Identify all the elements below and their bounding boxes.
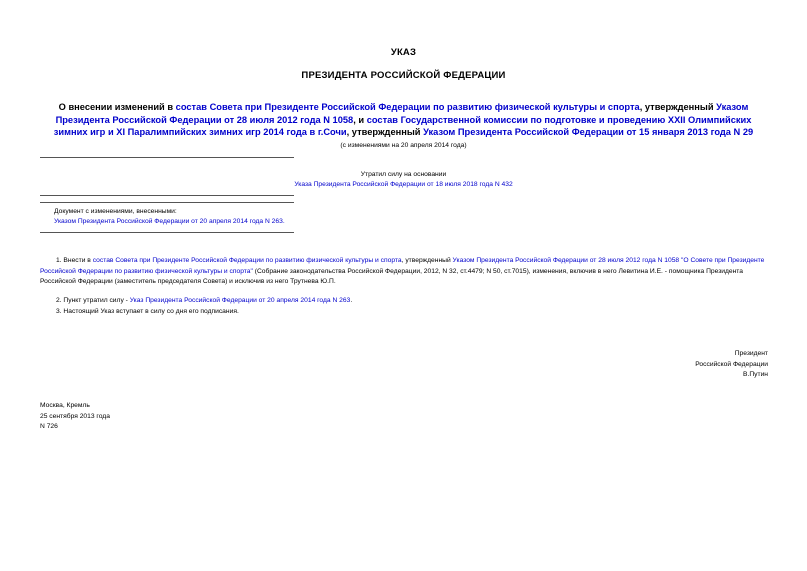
link-decree-263[interactable]: Указом Президента Российской Федерации от 20 апреля 2014 года N 263. xyxy=(54,218,285,225)
heading-text: , и xyxy=(353,114,367,125)
heading-text: , утвержденный xyxy=(346,127,424,138)
paragraph-1 xyxy=(40,256,768,288)
link-commission-composition[interactable]: состав Государственной комиссии по подготовке и проведению XXII Олимпийских зимних игр и XI Паралимпийских зимних игр 2014 года в г.Сочи xyxy=(53,114,752,138)
link-decree-1058[interactable]: Указом Президента Российской Федерации от 28 июля 2012 года N 1058 "О Совете при Президенте Российской Федерации по развитию физической культуры и спорта" xyxy=(40,257,765,275)
expired-link-line xyxy=(0,180,807,191)
divider xyxy=(40,195,294,196)
changes-link-line xyxy=(54,217,285,228)
divider xyxy=(40,202,294,203)
decree-number: N 726 xyxy=(40,423,58,430)
paragraph-text: , утвержденный xyxy=(401,257,453,264)
paragraph-text: . xyxy=(350,297,353,304)
signature-name: В.Путин xyxy=(743,371,768,378)
issuer-title: ПРЕЗИДЕНТА РОССИЙСКОЙ ФЕДЕРАЦИИ xyxy=(301,70,506,81)
paragraph-text: (Собрание законодательства Российской Федерации, 2012, N 32, ст.4479; N 50, ст.7015), изменения, включив в него Левитина И.Е. - помощника Президента Российской Федерации (заместитель председателя Совета) и исключив из него Трутнева Ю.П. xyxy=(40,267,744,285)
heading-text: , утвержденный xyxy=(639,102,717,112)
link-council-composition[interactable]: состав Совета при Президенте Российской Федерации по развитию физической культуры и спорта xyxy=(92,257,402,264)
document-heading xyxy=(40,101,767,139)
signature-position: Президент xyxy=(734,350,768,357)
divider xyxy=(40,157,294,158)
paragraph-text: 1. Внести в xyxy=(56,257,93,264)
link-decree-432[interactable]: Указа Президента Российской Федерации от 18 июля 2018 года N 432 xyxy=(294,181,513,188)
expired-note: Утратил силу на основании xyxy=(360,171,447,178)
document-type-title: УКАЗ xyxy=(390,47,417,58)
link-decree-1058[interactable]: Указом Президента Российской Федерации от 28 июля 2012 года N 1058 xyxy=(55,102,749,125)
signing-place: Москва, Кремль xyxy=(40,402,90,409)
divider xyxy=(40,232,294,233)
paragraph-text: 3. Настоящий Указ вступает в силу со дня его подписания. xyxy=(56,308,239,315)
amendments-note: (с изменениями на 20 апреля 2014 года) xyxy=(340,142,467,149)
link-decree-29[interactable]: Указом Президента Российской Федерации от 15 января 2013 года N 29 xyxy=(423,127,754,138)
link-decree-263[interactable]: Указ Президента Российской Федерации от 20 апреля 2014 года N 263 xyxy=(129,297,351,304)
heading-text: О внесении изменений в xyxy=(58,102,176,112)
signature-country: Российской Федерации xyxy=(695,360,768,368)
signing-details xyxy=(40,401,110,433)
signing-date: 25 сентября 2013 года xyxy=(40,412,110,420)
paragraph-3 xyxy=(40,307,768,318)
link-council-composition[interactable]: состав Совета при Президенте Российской Федерации по развитию физической культуры и спорта xyxy=(175,102,640,112)
signature-block xyxy=(695,349,768,381)
paragraph-2 xyxy=(40,296,768,307)
changes-note: Документ с изменениями, внесенными: xyxy=(54,208,177,215)
paragraph-text: 2. Пункт утратил силу - xyxy=(56,297,130,304)
